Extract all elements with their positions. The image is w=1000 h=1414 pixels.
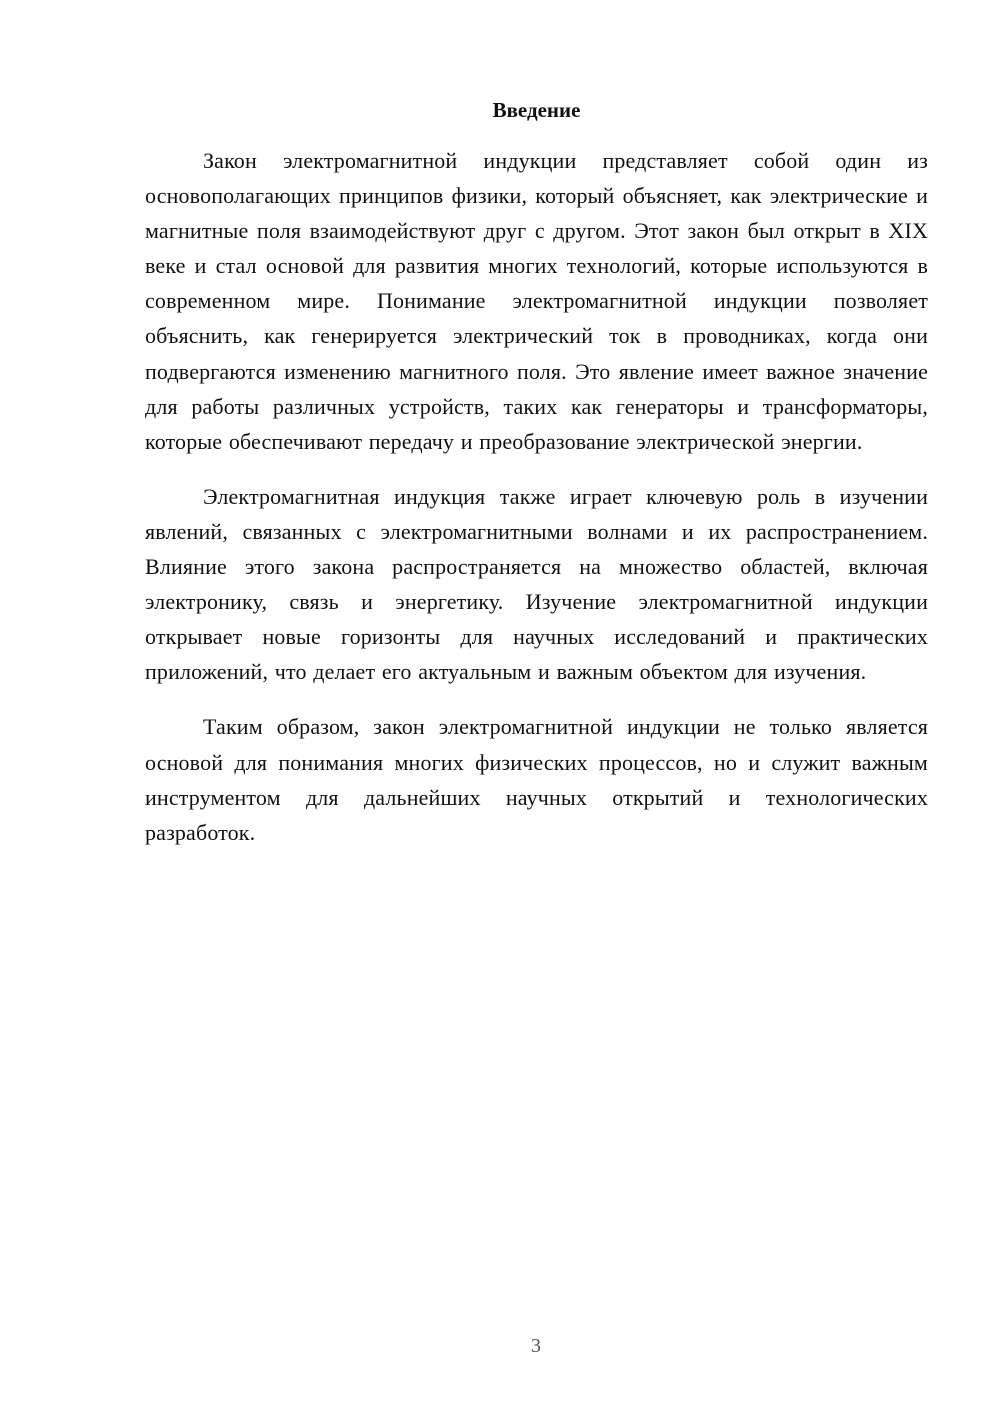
- section-title: Введение: [492, 98, 581, 122]
- paragraph-3: Таким образом, закон электромагнитной индукции не только является основой для понимания многих физических процессов, но и служит важным инструментом для дальнейших научных открытий и технологических разработок.: [145, 714, 928, 845]
- paragraph-1: Закон электромагнитной индукции представляет собой один из основополагающих принципов физики, который объясняет, как электрические и магнитные поля взаимодействуют друг с другом. Этот закон был открыт в XIX веке и стал основой для развития многих технологий, которые используются в современном мире. Понимание электромагнитной индукции позволяет объяснить, как генерируется электрический ток в проводниках, когда они подвергаются изменению магнитного поля. Это явление имеет важное значение для работы различных устройств, таких как генераторы и трансформаторы, которые обеспечивают передачу и преобразование электрической энергии.: [145, 148, 928, 454]
- page-content: [145, 95, 928, 870]
- paragraph-2: Электромагнитная индукция также играет ключевую роль в изучении явлений, связанных с электромагнитными волнами и их распространением. Влияние этого закона распространяется на множество областей, включая электронику, связь и энергетику. Изучение электромагнитной индукции открывает новые горизонты для научных исследований и практических приложений, что делает его актуальным и важным объектом для изучения.: [145, 483, 928, 685]
- page-number: 3: [531, 1335, 541, 1357]
